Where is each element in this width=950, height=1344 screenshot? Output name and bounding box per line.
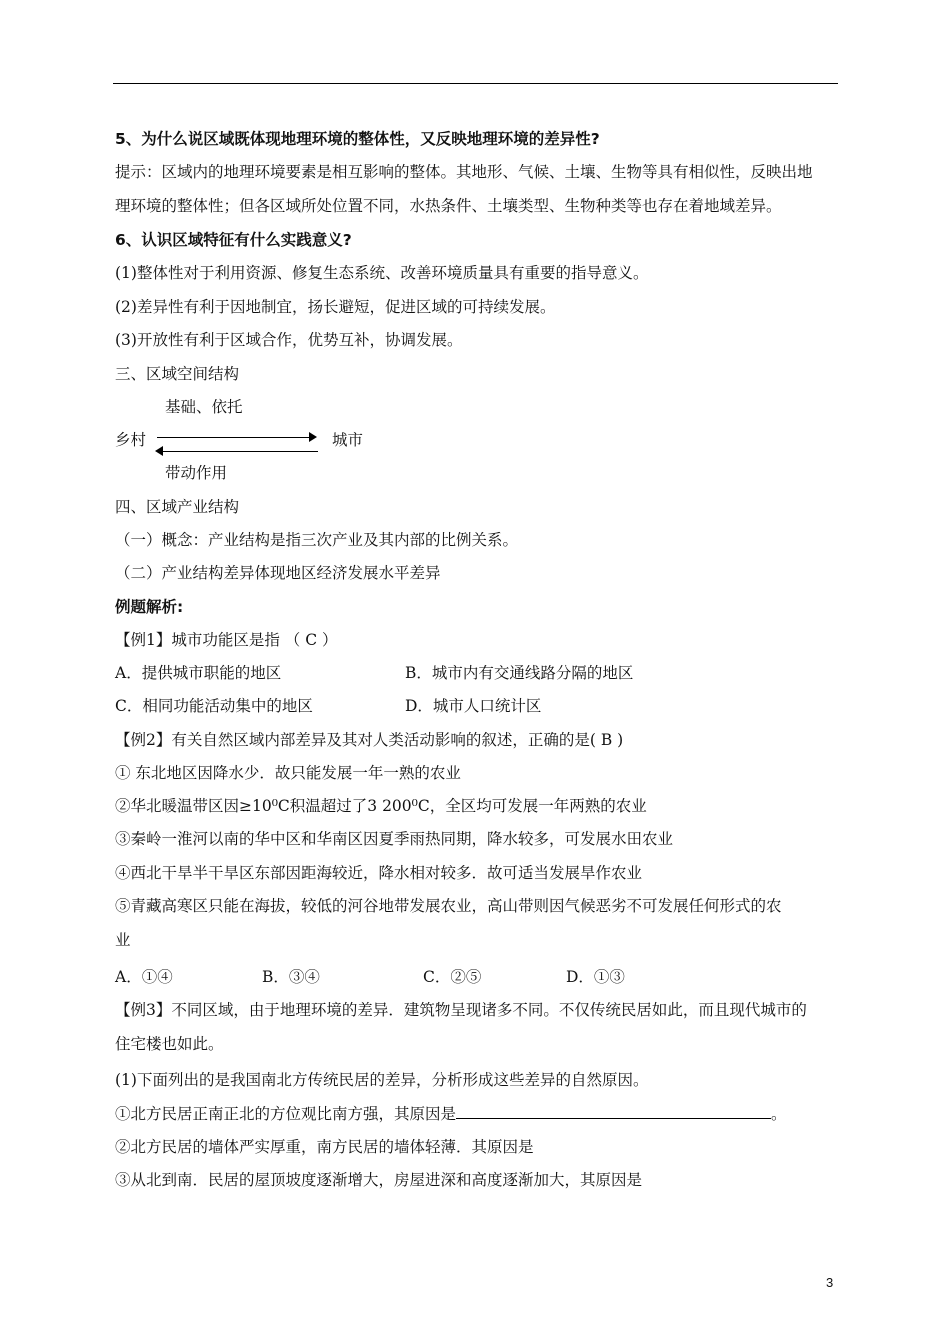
ex3-stem-line1: 【例3】不同区域，由于地理环境的差异．建筑物呈现诸多不同。不仅传统民居如此，而且现代城市的: [115, 1001, 807, 1019]
arrow-right-head: [309, 432, 317, 442]
q6-point2: (2)差异性有利于因地制宜，扬长避短，促进区域的可持续发展。: [115, 298, 556, 316]
ex3-item1-text: ①北方民居正南正北的方位观比南方强，其原因是: [115, 1105, 457, 1123]
ex2-item4: ④西北干旱半干旱区东部因距海较近，降水相对较多．故可适当发展旱作农业: [115, 864, 643, 882]
ex2-option-d: D．①③: [566, 968, 625, 986]
ex3-stem-line2: 住宅楼也如此。: [115, 1035, 224, 1053]
q6-point1: (1)整体性对于利用资源、修复生态系统、改善环境质量具有重要的指导意义。: [115, 264, 649, 282]
ex1-option-c: C．相同功能活动集中的地区: [115, 697, 313, 715]
ex1-option-a: A．提供城市职能的地区: [115, 664, 282, 682]
ex2-option-a: A．①④: [115, 968, 173, 986]
q5-hint-line2: 理环境的整体性；但各区域所处位置不同，水热条件、土壤类型、生物种类等也存在着地域差异。: [115, 197, 782, 215]
ex2-item5-cont: 业: [115, 931, 131, 949]
ex2-item1: ① 东北地区因降水少．故只能发展一年一熟的农业: [115, 764, 461, 782]
diagram-left-label: 乡村: [115, 431, 147, 449]
ex2-item2: ②华北暖温带区因≥10⁰C积温超过了3 200⁰C，全区均可发展一年两熟的农业: [115, 797, 647, 815]
ex3-item3: ③从北到南．民居的屋顶坡度逐渐增大，房屋进深和高度逐渐加大，其原因是: [115, 1171, 643, 1189]
ex3-item2: ②北方民居的墙体严实厚重，南方民居的墙体轻薄．其原因是: [115, 1138, 534, 1156]
q6-point3: (3)开放性有利于区域合作，优势互补，协调发展。: [115, 331, 463, 349]
section3-title: 三、区域空间结构: [115, 365, 240, 383]
ex2-item3: ③秦岭一淮河以南的华中区和华南区因夏季雨热同期，降水较多，可发展水田农业: [115, 830, 674, 848]
arrow-right: [157, 437, 314, 438]
diagram-top-label: 基础、依托: [165, 398, 243, 416]
ex2-item5: ⑤青藏高寒区只能在海拔，较低的河谷地带发展农业，高山带则因气候恶劣不可发展任何形式的农: [115, 897, 782, 915]
answer-blank[interactable]: [456, 1104, 771, 1119]
page-number: 3: [826, 1275, 834, 1290]
header-rule: [113, 83, 838, 84]
section4-point2: （二）产业结构差异体现地区经济发展水平差异: [115, 564, 441, 582]
ex3-part1: (1)下面列出的是我国南北方传统民居的差异，分析形成这些差异的自然原因。: [115, 1071, 649, 1089]
ex3-item1: [115, 1104, 787, 1124]
q5-hint-line1: 提示：区域内的地理环境要素是相互影响的整体。其地形、气候、土壤、生物等具有相似性，反映出地: [115, 163, 813, 181]
ex2-option-c: C．②⑤: [423, 968, 482, 986]
section4-title: 四、区域产业结构: [115, 498, 240, 516]
examples-title: 例题解析:: [115, 598, 184, 616]
ex3-item1-end: 。: [771, 1105, 787, 1123]
ex2-option-b: B．③④: [262, 968, 320, 986]
diagram-right-label: 城市: [332, 431, 364, 449]
section4-point1: （一）概念：产业结构是指三次产业及其内部的比例关系。: [115, 531, 519, 549]
diagram-bottom-label: 带动作用: [165, 464, 228, 482]
ex1-option-b: B．城市内有交通线路分隔的地区: [405, 664, 634, 682]
arrow-left-head: [155, 446, 163, 456]
q5-title: 5、为什么说区域既体现地理环境的整体性，又反映地理环境的差异性?: [115, 130, 600, 148]
q6-title: 6、认识区域特征有什么实践意义?: [115, 231, 352, 249]
ex1-stem: 【例1】城市功能区是指 （ C ）: [115, 631, 338, 649]
arrow-left: [160, 451, 318, 452]
ex1-option-d: D．城市人口统计区: [405, 697, 542, 715]
ex2-stem: 【例2】有关自然区域内部差异及其对人类活动影响的叙述，正确的是( B ): [115, 731, 624, 749]
